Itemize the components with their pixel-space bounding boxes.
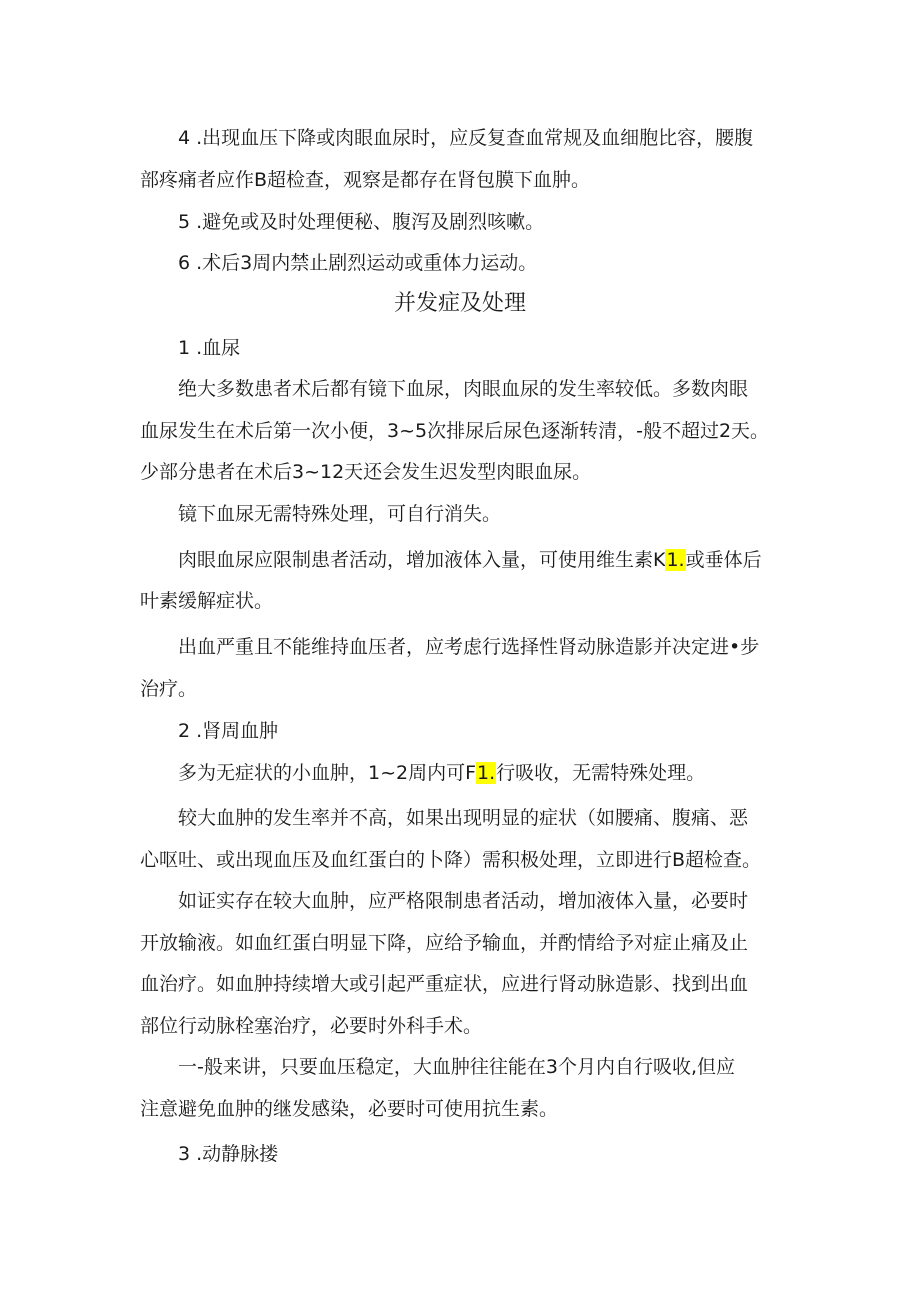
paragraph-line: 一-般来讲，只要血压稳定，大血肿往往能在3个月内自行吸收,但应 — [178, 1056, 735, 1078]
paragraph-line: 叶素缓解症状。 — [140, 590, 274, 612]
paragraph-line: 开放输液。如血红蛋白明显下降，应给予输血，并酌情给予对症止痛及止 — [140, 932, 749, 954]
text-segment: 行吸收，无需特殊处理。 — [496, 762, 706, 784]
item-6: 6 .术后3周内禁止剧烈运动或重体力运动。 — [178, 252, 538, 274]
highlighted-text: 1. — [477, 762, 496, 784]
subheading-perirenal-hematoma: 2 .肾周血肿 — [178, 720, 279, 742]
paragraph-line — [178, 545, 762, 575]
paragraph-line: 镜下血尿无需特殊处理，可自行消失。 — [178, 503, 502, 525]
paragraph-line: 绝大多数患者术后都有镜下血尿，肉眼血尿的发生率较低。多数肉眼 — [178, 378, 749, 400]
paragraph-line: 出血严重且不能维持血压者，应考虑行选择性肾动脉造影并决定进•步 — [178, 636, 760, 658]
section-heading: 并发症及处理 — [393, 291, 526, 316]
item-4-line-1: 4 .出现血压下降或肉眼血尿时，应反复查血常规及血细胞比容，腰腹 — [178, 127, 754, 149]
paragraph-line: 治疗。 — [140, 678, 198, 700]
paragraph-line: 注意避免血肿的继发感染，必要时可使用抗生素。 — [140, 1098, 559, 1120]
paragraph-line — [178, 758, 705, 788]
paragraph-line: 较大血肿的发生率并不高，如果出现明显的症状（如腰痛、腹痛、恶 — [178, 807, 749, 829]
item-5: 5 .避免或及时处理便秘、腹泻及剧烈咳嗽。 — [178, 211, 545, 233]
text-segment: 多为无症状的小血肿，1~2周内可F — [178, 762, 477, 784]
paragraph-line: 心呕吐、或出现血压及血红蛋白的卜降）需积极处理，立即进行B超检查。 — [140, 849, 762, 871]
paragraph-line: 血尿发生在术后第一次小便，3~5次排尿后尿色逐渐转清，-般不超过2天。 — [140, 420, 770, 442]
paragraph-line: 如证实存在较大血肿，应严格限制患者活动，增加液体入量，必要时 — [178, 890, 749, 912]
paragraph-line: 少部分患者在术后3~12天还会发生迟发型肉眼血尿。 — [140, 461, 592, 483]
subheading-hematuria: 1 .血尿 — [178, 337, 241, 359]
highlighted-text: 1. — [666, 549, 685, 571]
item-4-line-2: 部疼痛者应作B超检查，观察是都存在肾包膜下血肿。 — [140, 169, 591, 191]
paragraph-line: 部位行动脉栓塞治疗，必要时外科手术。 — [140, 1015, 483, 1037]
text-segment: 肉眼血尿应限制患者活动，增加液体入量，可使用维生素K — [178, 549, 666, 571]
subheading-avf: 3 .动静脉搂 — [178, 1143, 279, 1165]
paragraph-line: 血治疗。如血肿持续增大或引起严重症状，应进行肾动脉造影、找到出血 — [140, 973, 749, 995]
text-segment: 或垂体后 — [685, 549, 762, 571]
